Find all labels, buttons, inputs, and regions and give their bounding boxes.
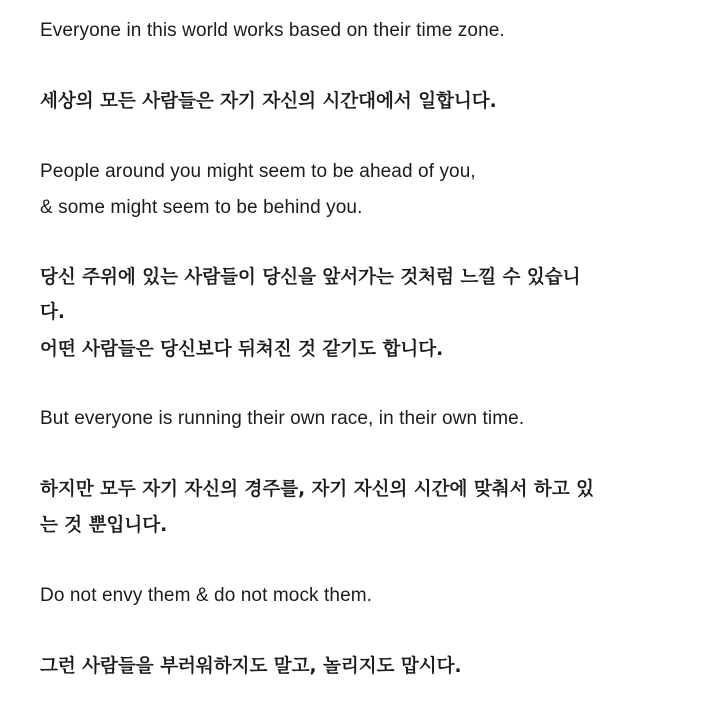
- text-line-ko-4: 그런 사람들을 부러워하지도 말고, 놀리지도 맙시다.: [40, 656, 462, 677]
- text-line-en-2a: People around you might seem to be ahead of you,: [40, 161, 476, 182]
- text-line-en-2b: & some might seem to be behind you.: [40, 197, 363, 218]
- text-line-ko-2a: 당신 주위에 있는 사람들이 당신을 앞서가는 것처럼 느낄 수 있습니: [40, 267, 581, 288]
- text-line-en-1: Everyone in this world works based on their time zone.: [40, 20, 505, 41]
- text-line-ko-1: 세상의 모든 사람들은 자기 자신의 시간대에서 일합니다.: [40, 91, 497, 112]
- text-line-ko-3a: 하지만 모두 자기 자신의 경주를, 자기 자신의 시간에 맞춰서 하고 있: [40, 479, 594, 500]
- text-line-en-4: Do not envy them & do not mock them.: [40, 585, 373, 606]
- text-line-ko-2c: 어떤 사람들은 당신보다 뒤쳐진 것 같기도 합니다.: [40, 339, 444, 360]
- text-line-ko-2b: 다.: [40, 302, 65, 323]
- text-line-ko-3b: 는 것 뿐입니다.: [40, 515, 168, 536]
- text-line-en-3: But everyone is running their own race, in their own time.: [40, 408, 525, 429]
